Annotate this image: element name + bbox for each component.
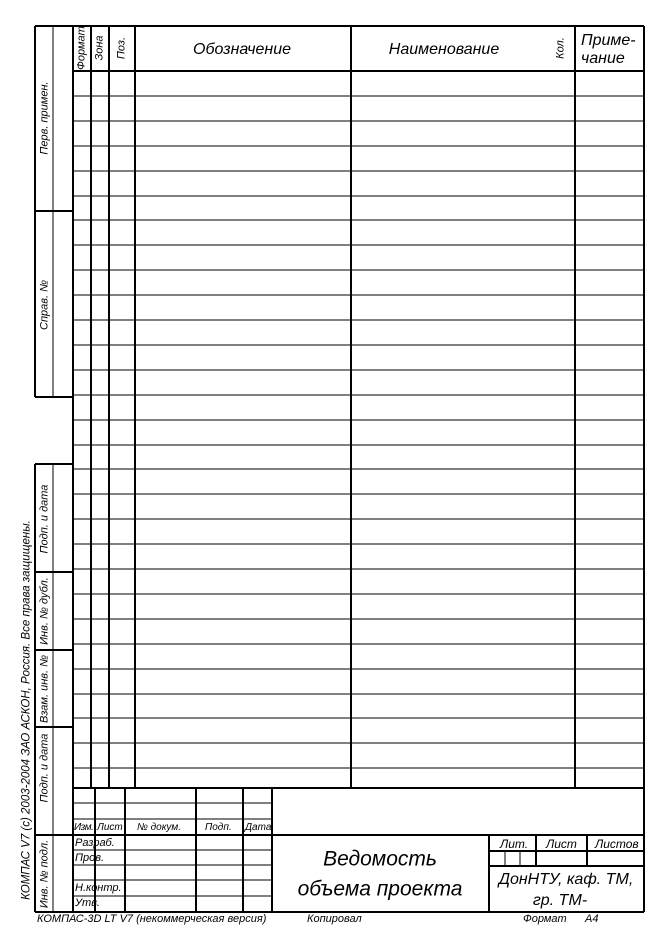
footer-format-label: Формат xyxy=(523,913,567,925)
tb-razrab: Разраб. xyxy=(75,837,115,849)
org-line2: гр. ТМ- xyxy=(532,892,588,909)
header-designation: Обозначение xyxy=(192,41,292,58)
label-podp-data-2: Подп. и дата xyxy=(38,733,51,803)
tb-sheet: Лист xyxy=(546,837,577,851)
header-pos: Поз. xyxy=(115,36,128,60)
org-line1: ДонНТУ, каф. ТМ, xyxy=(498,871,634,888)
footer-format-value: А4 xyxy=(585,913,599,925)
label-inv-dubl: Инв. № дубл. xyxy=(38,577,51,645)
header-note-line2: чание xyxy=(581,50,625,67)
tb-col-data: Дата xyxy=(245,822,272,833)
doc-title-line1: Ведомость xyxy=(323,847,437,871)
footer-app: КОМПАС-3D LT V7 (некоммерческая версия) xyxy=(37,913,267,925)
header-qty: Кол. xyxy=(554,37,567,59)
label-inv-podl: Инв. № подл. xyxy=(38,839,51,909)
doc-title-line2: объема проекта xyxy=(297,877,463,901)
header-format: Формат xyxy=(75,26,88,70)
tb-col-dokum: № докум. xyxy=(137,822,182,833)
header-zone: Зона xyxy=(93,35,106,61)
header-note-line1: Приме- xyxy=(581,32,636,49)
label-vzam-inv: Взам. инв. № xyxy=(38,654,51,724)
tb-col-podp: Подп. xyxy=(205,822,232,833)
copyright-notice: КОМПАС V7 (с) 2003-2004 ЗАО АСКОН, Россия. Все права защищены. xyxy=(20,520,33,900)
tb-utv: Утв. xyxy=(75,897,100,909)
tb-sheets: Листов xyxy=(595,837,639,851)
tb-col-list: Лист xyxy=(97,822,123,833)
label-perv-primen: Перв. примен. xyxy=(38,81,51,155)
tb-col-izm: Изм. xyxy=(74,822,94,833)
label-sprav-no: Справ. № xyxy=(38,280,51,330)
label-podp-data-1: Подп. и дата xyxy=(38,484,51,554)
header-name: Наименование xyxy=(388,41,500,58)
tb-lit: Лит. xyxy=(500,837,529,851)
footer-copied: Копировал xyxy=(307,913,362,925)
tb-prov: Пров. xyxy=(75,852,105,864)
tb-nkontr: Н.контр. xyxy=(75,882,122,894)
